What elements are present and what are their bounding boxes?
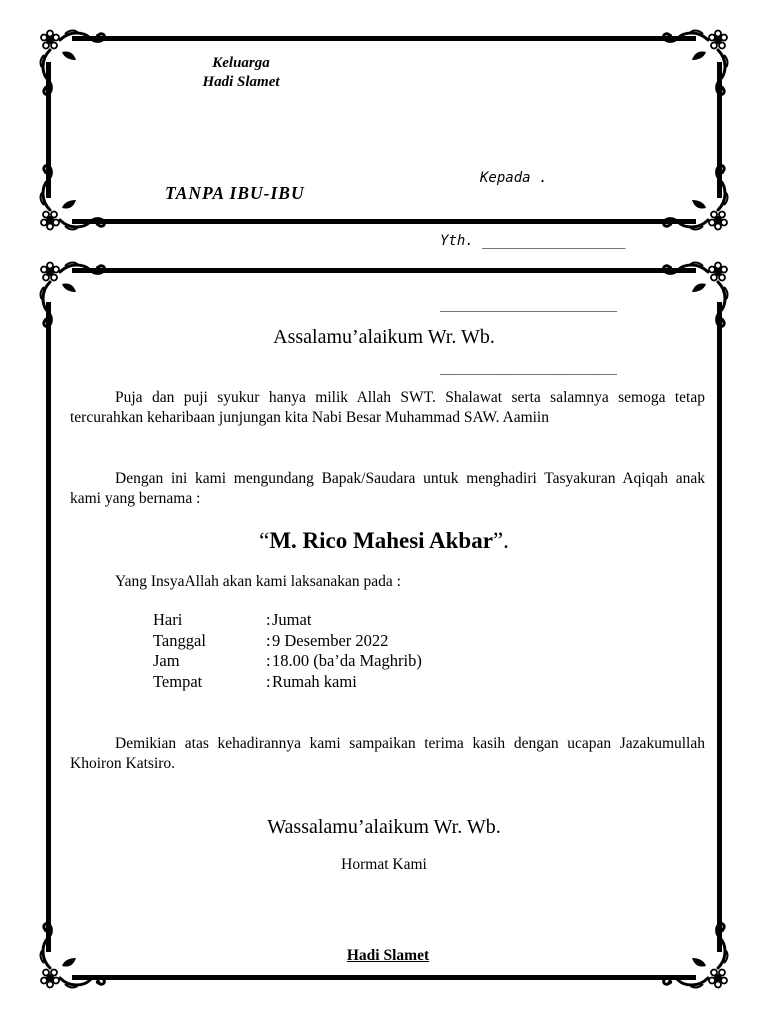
schedule-label: Jam <box>153 651 180 670</box>
family-label: Keluarga <box>212 55 270 71</box>
schedule-separator: : <box>266 630 271 650</box>
paragraph-invite-text: Dengan ini kami mengundang Bapak/Saudara untuk menghadiri Tasyakuran Aqiqah anak kami yang bernama : <box>70 470 705 507</box>
paragraph-praise-text: Puja dan puji syukur hanya milik Allah SWT. Shalawat serta salamnya semoga tetap tercurahkan keharibaan junjungan kita Nabi Besar Muhammad SAW. Aamiin <box>70 389 705 426</box>
address-line: _____________________ <box>440 296 618 312</box>
schedule-intro-text: Yang InsyaAllah akan kami laksanakan pada : <box>115 573 401 590</box>
schedule-row-date <box>153 631 422 652</box>
schedule-separator: : <box>266 610 271 629</box>
schedule-label: Tanggal <box>153 630 206 650</box>
schedule-value: Jumat <box>272 610 312 629</box>
schedule-row-place <box>153 672 422 693</box>
quote-open: “ <box>259 528 270 553</box>
schedule-value: 9 Desember 2022 <box>272 630 389 650</box>
signature-name: Hadi Slamet <box>346 947 430 964</box>
yth-line: Yth. _________________ <box>440 233 626 249</box>
schedule-label: Tempat <box>153 671 203 691</box>
child-name-line <box>36 528 732 554</box>
schedule-separator: : <box>266 671 271 691</box>
sender-family <box>186 54 296 92</box>
family-name: Hadi Slamet <box>202 74 280 90</box>
schedule-row-day <box>153 610 422 631</box>
regards-label: Hormat Kami <box>341 856 427 873</box>
invitation-letter <box>36 258 732 1002</box>
envelope-note: TANPA IBU-IBU <box>165 183 305 203</box>
quote-close: ”. <box>492 528 509 553</box>
schedule-value: 18.00 (ba’da Maghrib) <box>272 651 422 670</box>
envelope-border <box>36 26 732 236</box>
paragraph-thanks-text: Demikian atas kehadirannya kami sampaikan terima kasih dengan ucapan Jazakumullah Khoiron Katsiro. <box>70 735 705 772</box>
closing-greeting: Wassalamu’alaikum Wr. Wb. <box>267 816 501 838</box>
schedule-row-time <box>153 651 422 672</box>
schedule-value: Rumah kami <box>272 671 357 691</box>
paragraph-praise <box>70 388 705 428</box>
paragraph-schedule-intro <box>70 572 705 592</box>
event-schedule <box>153 610 422 692</box>
schedule-label: Hari <box>153 610 183 629</box>
child-name: M. Rico Mahesi Akbar <box>269 528 493 553</box>
paragraph-thanks <box>70 734 705 774</box>
opening-greeting: Assalamu’alaikum Wr. Wb. <box>273 326 495 348</box>
paragraph-invite <box>70 469 705 509</box>
schedule-separator: : <box>266 651 271 670</box>
kepada-label: Kepada . <box>480 170 548 186</box>
address-line: _____________________ <box>440 359 618 375</box>
